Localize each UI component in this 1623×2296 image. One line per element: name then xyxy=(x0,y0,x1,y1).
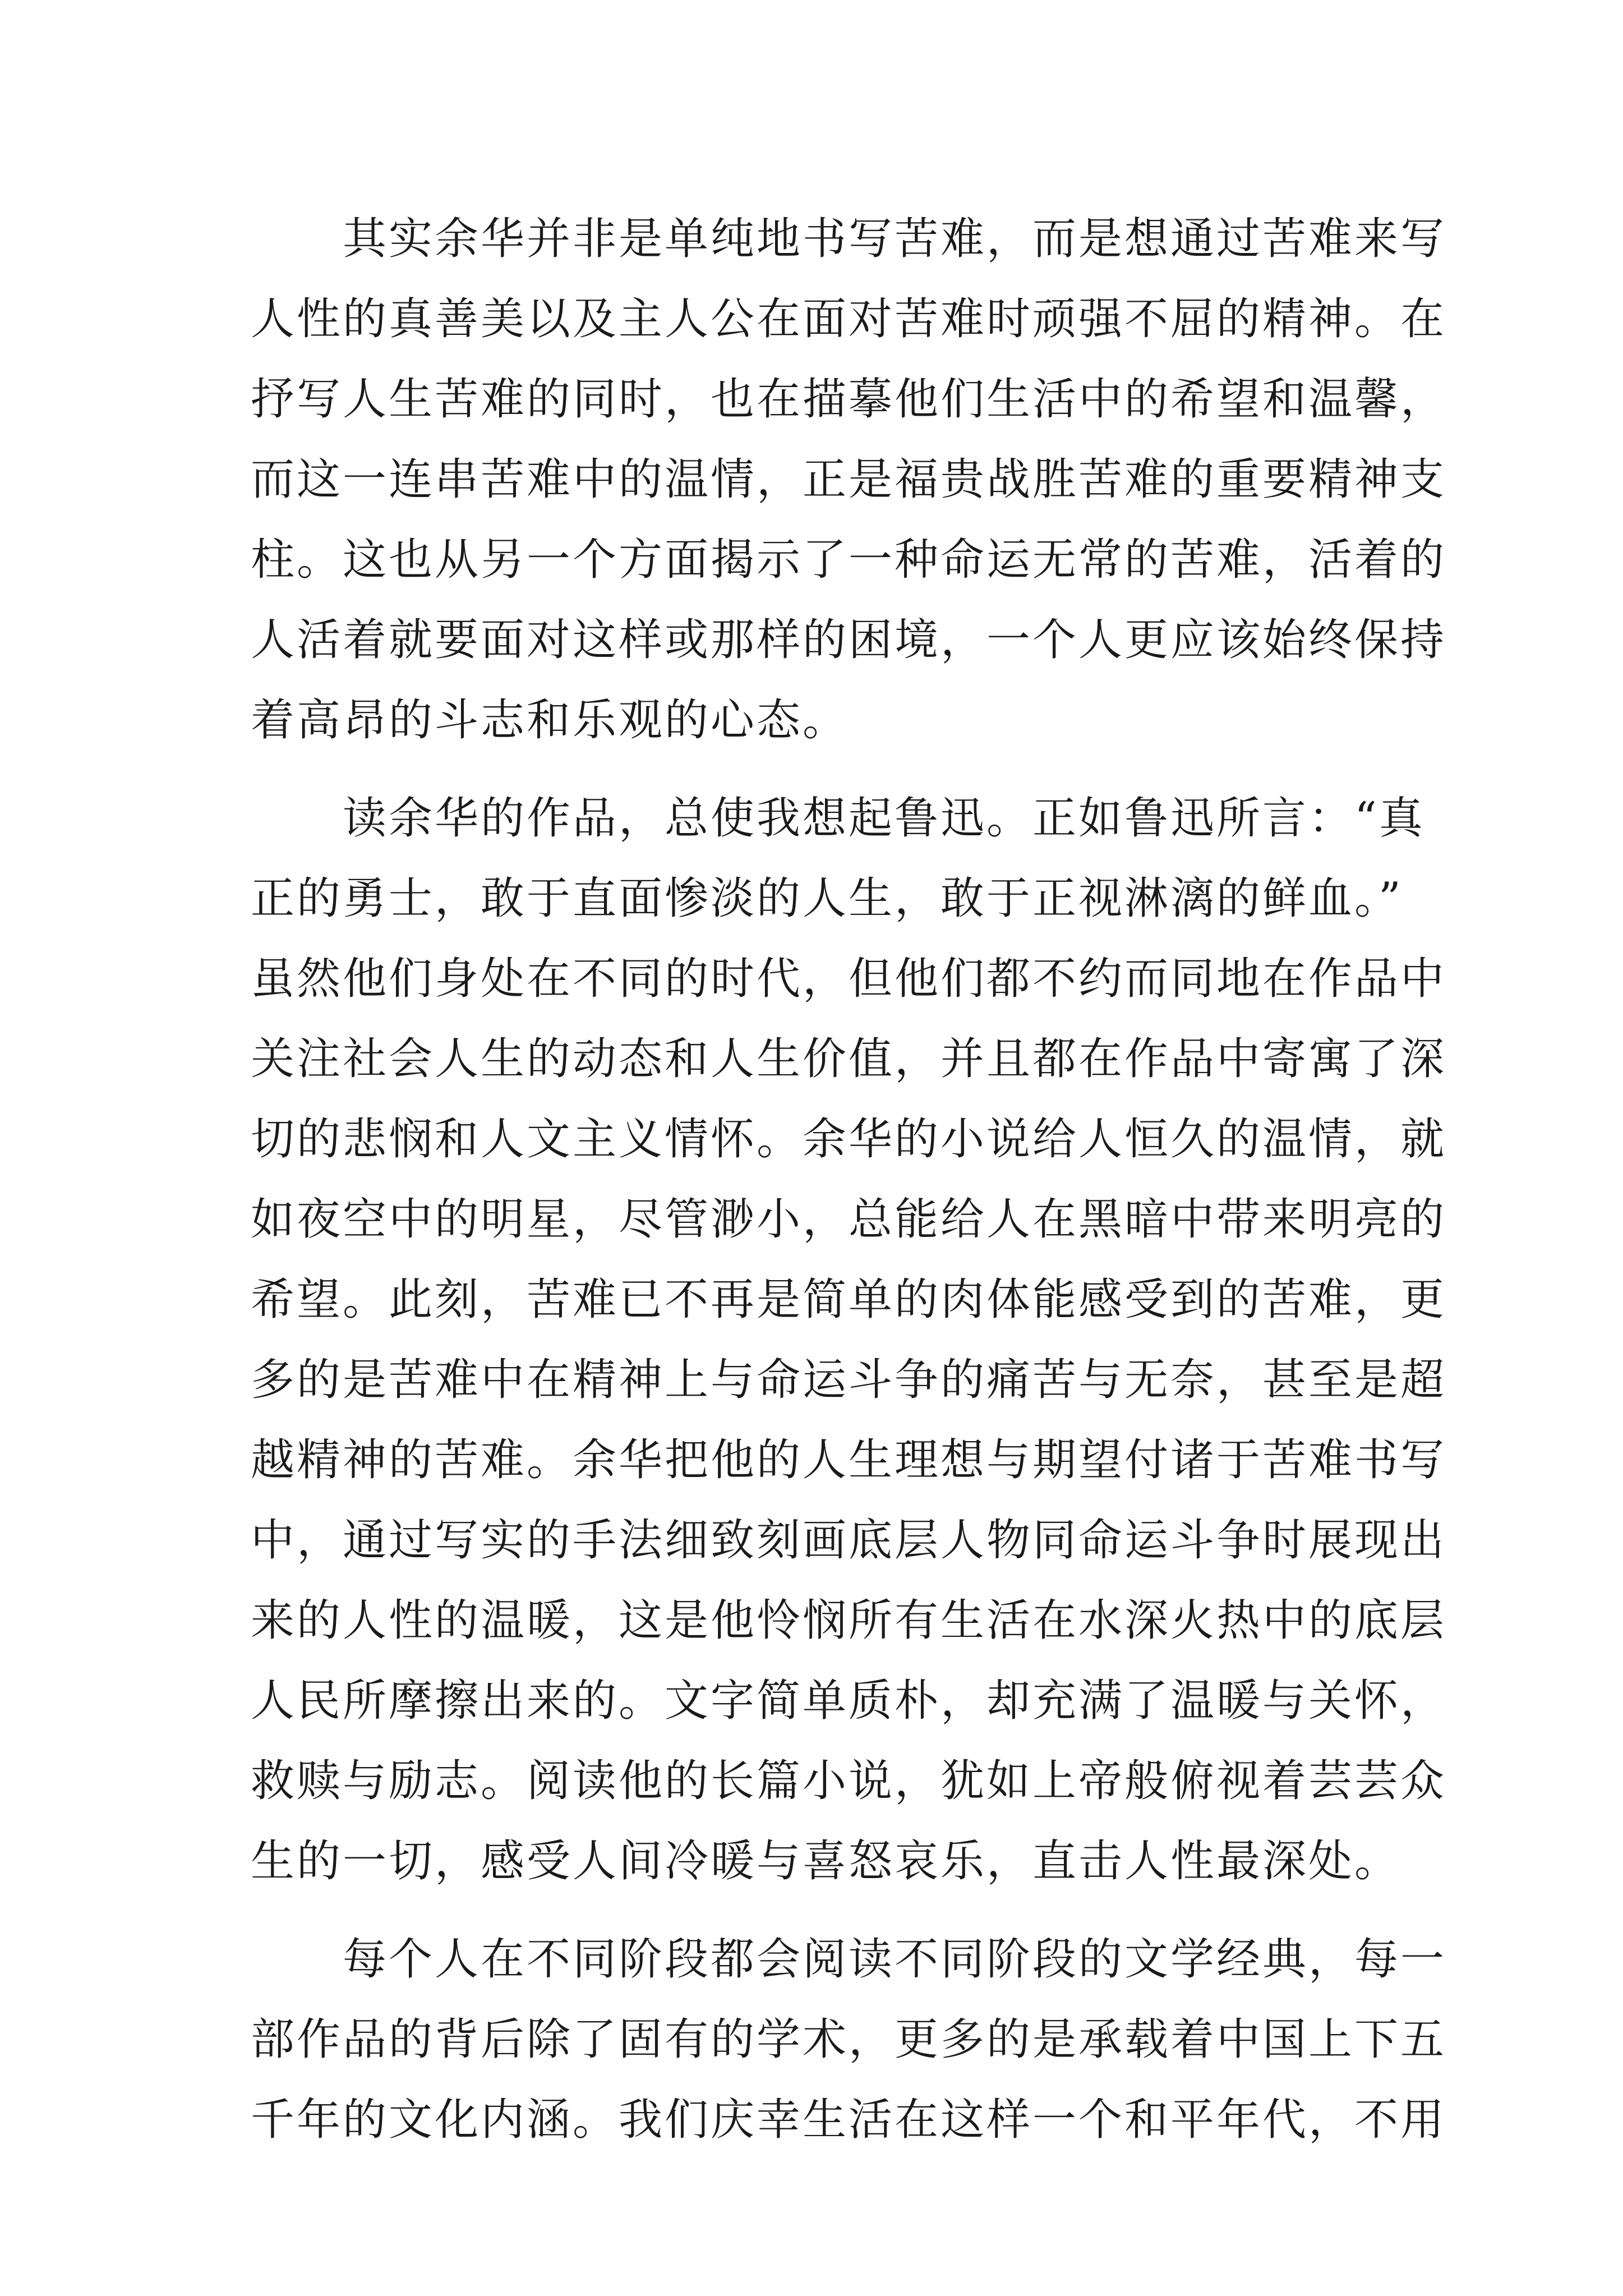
paragraph-line: 如夜空中的明星，尽管渺小，总能给人在黑暗中带来明亮的 xyxy=(251,1194,1447,1245)
paragraph-line: 来的人性的温暖，这是他怜悯所有生活在水深火热中的底层 xyxy=(251,1595,1447,1646)
paragraph-2 xyxy=(251,779,1447,1902)
paragraph-line: 多的是苦难中在精神上与命运斗争的痛苦与无奈，甚至是超 xyxy=(251,1355,1447,1405)
paragraph-line: 部作品的背后除了固有的学术，更多的是承载着中国上下五 xyxy=(251,2014,1447,2065)
paragraph-line: 越精神的苦难。余华把他的人生理想与期望付诸于苦难书写 xyxy=(251,1435,1447,1485)
paragraph-line: 柱。这也从另一个方面揭示了一种命运无常的苦难，活着的 xyxy=(251,535,1447,585)
paragraph-line: 中，通过写实的手法细致刻画底层人物同命运斗争时展现出 xyxy=(251,1515,1447,1566)
paragraph-line: 而这一连串苦难中的温情，正是福贵战胜苦难的重要精神支 xyxy=(251,454,1447,505)
paragraph-line: 希望。此刻，苦难已不再是简单的肉体能感受到的苦难，更 xyxy=(251,1274,1447,1325)
paragraph-line: 读余华的作品，总使我想起鲁迅。正如鲁迅所言：“真 xyxy=(251,793,1425,844)
paragraph-line: 正的勇士，敢于直面惨淡的人生，敢于正视淋漓的鲜血。” xyxy=(251,873,1403,924)
paragraph-line: 千年的文化内涵。我们庆幸生活在这样一个和平年代，不用 xyxy=(251,2095,1447,2145)
paragraph-line: 抒写人生苦难的同时，也在描摹他们生活中的希望和温馨， xyxy=(251,374,1447,425)
paragraph-spacer xyxy=(251,761,1400,779)
document-body xyxy=(251,199,1447,2160)
paragraph-1 xyxy=(251,199,1447,761)
paragraph-3 xyxy=(251,1920,1447,2160)
paragraph-line: 人民所摩擦出来的。文字简单质朴，却充满了温暖与关怀， xyxy=(251,1676,1447,1726)
paragraph-line: 人性的真善美以及主人公在面对苦难时顽强不屈的精神。在 xyxy=(251,294,1447,344)
paragraph-line: 切的悲悯和人文主义情怀。余华的小说给人恒久的温情，就 xyxy=(251,1114,1447,1165)
paragraph-line: 每个人在不同阶段都会阅读不同阶段的文学经典，每一 xyxy=(251,1934,1447,1985)
paragraph-line: 救赎与励志。阅读他的长篇小说，犹如上帝般俯视着芸芸众 xyxy=(251,1756,1447,1806)
paragraph-line: 着高昂的斗志和乐观的心态。 xyxy=(251,695,849,746)
paragraph-line: 生的一切，感受人间冷暖与喜怒哀乐，直击人性最深处。 xyxy=(251,1836,1401,1887)
paragraph-line: 虽然他们身处在不同的时代，但他们都不约而同地在作品中 xyxy=(251,954,1447,1004)
paragraph-spacer xyxy=(251,1902,1400,1920)
paragraph-line: 关注社会人生的动态和人生价值，并且都在作品中寄寓了深 xyxy=(251,1034,1447,1084)
paragraph-line: 人活着就要面对这样或那样的困境，一个人更应该始终保持 xyxy=(251,615,1447,665)
paragraph-line: 其实余华并非是单纯地书写苦难，而是想通过苦难来写 xyxy=(251,214,1447,264)
